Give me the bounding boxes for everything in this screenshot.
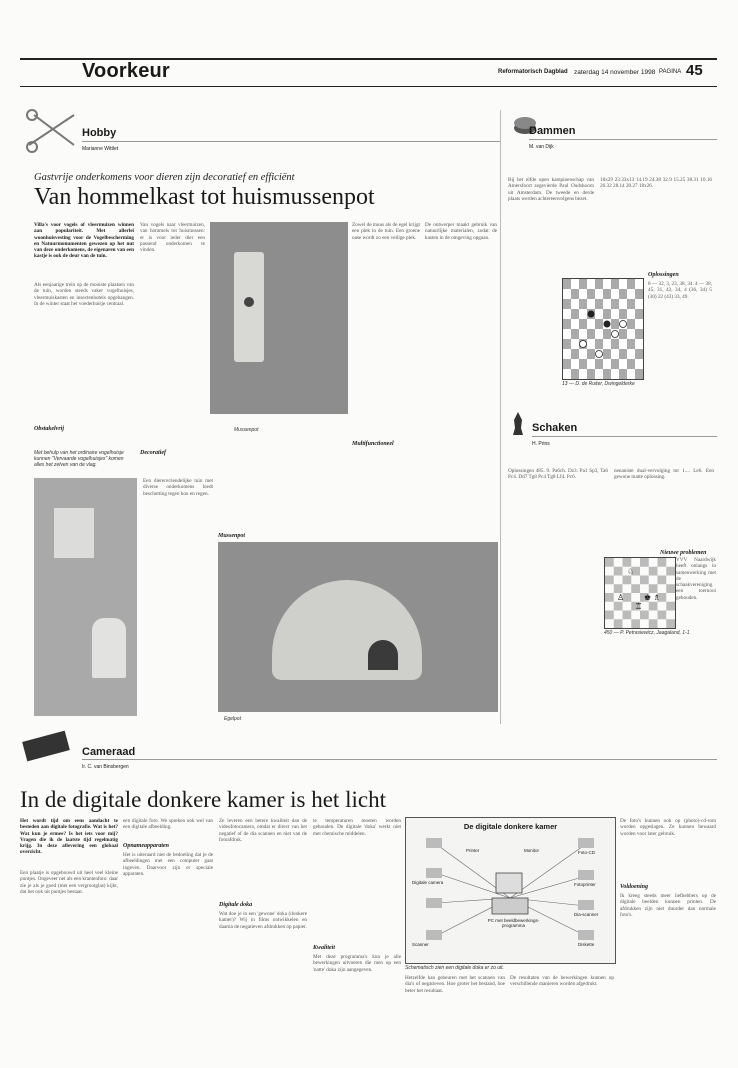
chess-board xyxy=(604,557,676,629)
schaken-author: H. Prins xyxy=(532,441,550,447)
schaken-caption: 450 — P. Petrasiewicz, Jaagaland, 1-1 xyxy=(604,630,690,636)
dammen-rubric: Dammen xyxy=(529,125,576,137)
caption-egelpot: Egelpot xyxy=(224,716,241,722)
draughts-board xyxy=(562,278,644,380)
section-title: Voorkeur xyxy=(82,60,170,82)
diagram-label-scanner: Scanner xyxy=(412,942,429,947)
hobby-caption-left: Met behulp van het ordinaire vogelhuisje kunnen "Vervaarde vogelhuisjes" komen alles het zelven van de vlag. xyxy=(34,450,124,468)
cameraad-lead-text: Het wordt tijd om eens aandacht te besteden aan digitale fotografie. Wat is het? Wat kun je ermee? Is het iets voor mij? Vragen die ik de laatste tijd regelmatig krijg. In deze aflevering een globaal overzicht. xyxy=(20,818,118,856)
schaken-body-3: VVV Naardwijk heeft onlangs in samenwerking met de schaakvereniging een toernooi gehouden. xyxy=(676,557,716,601)
hobby-subhead-mus: Mussenpot xyxy=(218,533,246,539)
cameraad-body-7: Met deze programma's kun je alle bewerkingen uitvoeren die men op een 'natte' doka zijn aangegeven. xyxy=(313,954,401,973)
chess-piece-illustration xyxy=(510,408,526,436)
masthead-name: Reformatorisch Dagblad xyxy=(498,69,568,75)
schaken-rule xyxy=(532,436,717,437)
hobby-body-col2: Van vogels naar vleermuizen, van hommels tot huismussen: er is voor ieder dier een passend onderkomen te vinden. xyxy=(140,222,205,254)
schaken-body-2: nenaniste dual-vervolging tot 1.... Le6. Een gewone matte oplossing. xyxy=(614,468,714,481)
cameraad-body-4: Ze leveren een betere kwaliteit dan de videofotocamera, omdat er direct van het negatief of de dia scannen en niet van de fotoafdruk. xyxy=(219,818,307,843)
header-rule-bottom xyxy=(20,86,717,87)
cameraad-lead xyxy=(20,818,118,856)
cameraad-subhead-opname: Opnameapparaten xyxy=(123,843,170,849)
diagram-title: De digitale donkere kamer xyxy=(463,822,558,831)
page-number: 45 xyxy=(686,62,703,79)
cameraad-body-2: een digitale foto. We spreken ook wel van een digitale afbeelding. xyxy=(123,818,213,831)
photo-egelpot xyxy=(218,542,498,712)
svg-text:♖: ♖ xyxy=(635,602,643,611)
cameraad-headline: In de digitale donkere kamer is het licht xyxy=(20,787,386,812)
dammen-body-2: 18x29 23.33x13 14.19 24.38 32.9 15.25 38.31 10.16 26.32 28.14 20.27 18x26. xyxy=(600,177,712,190)
hobby-rubric: Hobby xyxy=(82,127,117,139)
diagram-label-diskette: Diskette xyxy=(578,942,595,947)
svg-text:♗: ♗ xyxy=(653,593,661,602)
diagram-label-pc: PC met beeldbewerkings-programma xyxy=(487,918,540,928)
hobby-rule xyxy=(82,141,500,142)
hobby-kicker: Gastvrije onderkomens voor dieren zijn decoratief en efficiënt xyxy=(34,172,295,183)
cameraad-body-10: De foto's kunnen ook op (photo)-cd-rom worden opgeslagen. Ze kunnen bewaard worden voor later gebruik. xyxy=(620,818,716,837)
schaken-subhead: Nieuwe problemen xyxy=(660,550,707,556)
diagram-label-diascanner: Dia-scanner xyxy=(574,912,599,917)
schaken-rubric: Schaken xyxy=(532,422,578,434)
diagram-label-fotocd: Foto-CD xyxy=(578,850,596,855)
hobby-subhead-obst: Obstakelvrij xyxy=(34,426,64,432)
chess-grid xyxy=(605,558,675,628)
hobby-subhead-decor: Decoratief xyxy=(140,450,166,456)
dammen-rule xyxy=(529,139,717,140)
birdhouse-2 xyxy=(92,618,126,678)
hobby-body-col1: Als eenjaarige trein op de mooiste plaatsen van de tuin, worden steeds vaker vogelhuisjes, vleermuiskasten en insectenhotels opgehangen. In de winter staat het voederhuisje centraal. xyxy=(34,282,134,307)
diagram-label-fotoprinter: Fotoprinter xyxy=(574,882,596,887)
doka-diagram xyxy=(405,817,616,964)
cameraad-subhead-dig: Digitale doka xyxy=(219,902,253,908)
cameraad-rubric: Cameraad xyxy=(82,746,136,758)
photo-birdhouses xyxy=(34,478,137,716)
cameraad-author: Ir. C. van Binsbergen xyxy=(82,764,129,770)
diagram-label-monitor: Monitor xyxy=(524,848,540,853)
cameraad-body-5: Wat doe je in een 'gewone' doka (donkere kamer)? Wij in films ontwikkelen en daarna de negatieven afdrukken op papier. xyxy=(219,911,307,930)
cameraad-body-1: Een plaatje is opgebouwd uit heel veel kleine puntjes. Ongeveer net als een krantenfoto: daar zie je als je goed (met een vergrootglas) kijkt, dat het ook uit puntjes bestaat. xyxy=(20,870,118,895)
masthead-date: zaterdag 14 november 1998 xyxy=(574,69,656,76)
cameraad-body-3: Het is uiteraard niet de bedoeling dat je de afbeeldingen met een computer gaat ingeven. Daarvoor zijn er speciale apparaten. xyxy=(123,852,213,877)
cameraad-subhead-voldoen: Voldoening xyxy=(620,884,649,890)
hobby-lead xyxy=(34,222,134,260)
cameraad-rule xyxy=(82,759,717,760)
schaken-body-1: Oplossingen 485. 9. Pa6ch. Dz3. Pa1 Sp3, Ta6 Pc4. Dd7 Tg8 Pc4 Tg8 Lf4. Pc6. xyxy=(508,468,608,481)
scissors-illustration xyxy=(24,105,84,155)
dammen-body-1: Bij het elfde open kampioenschap van Amersfoort zegevierde Paul Oudshoorn uit Amsterdam. De tweede en derde plaats werden achtereenvolgens bezet. xyxy=(508,177,594,202)
svg-text:♙: ♙ xyxy=(617,593,625,602)
hobby-body-col4: De ontwerper maakt gebruik van natuurlijke materialen, zodat de kasten in de omgeving opgaan. xyxy=(425,222,497,241)
dammen-author: M. van Dijk xyxy=(529,144,554,150)
hobby-body-col3: Zowel de muus als de egel krijgt een plek in de tuin. Een groene oase wordt zo een veilige plek. xyxy=(352,222,420,241)
draughts-grid xyxy=(563,279,643,379)
cameraad-body-8: Hetzelfde kan gebeuren met het scannen van dia's of negatieven. Hoe groter het bestand, hoe beter het resultaat. xyxy=(405,975,505,994)
column-divider xyxy=(500,110,501,724)
dammen-subhead: Oplossingen xyxy=(648,272,679,278)
birdhouse-1 xyxy=(54,508,94,558)
diagram-label-camera: Digitale camera xyxy=(412,880,444,885)
pot-hole xyxy=(244,297,254,307)
cameraad-subhead-kwal: Kwaliteit xyxy=(313,945,336,951)
hobby-subhead-multi: Multifunctioneel xyxy=(352,441,394,447)
hobby-body-col5: Een dierenvriendelijke tuin met diverse onderkomens biedt beschutting tegen kou en regen. xyxy=(143,478,213,497)
egelpot-dome xyxy=(272,580,422,680)
caption-mussenpot: Mussenpot xyxy=(234,427,259,433)
diagram-caption: Schematisch zien een digitale doka er zo uit. xyxy=(405,965,504,971)
cameraad-body-11: Ik kreeg steeds meer liefhebbers op de digitale beelden kunnen printen. De afdrukken zijn niet duurder dan normale foto's. xyxy=(620,893,716,918)
header-rule-top xyxy=(20,58,717,60)
egelpot-entrance xyxy=(368,640,398,670)
diagram-label-printer: Printer xyxy=(466,848,480,853)
dammen-caption: 13 — D. de Ruiter, Dwingelderke xyxy=(562,381,635,387)
pot-shape xyxy=(234,252,264,362)
cameraad-body-6: te temperaturen moeten worden gehouden. De digitale 'doka' werkt niet met chemische middelen. xyxy=(313,818,401,837)
hobby-author: Marianne Wittlet xyxy=(82,146,119,152)
dammen-body-3: 8 — 32, 3, 23, 38, 34. 4 — 38, 45, 31, 42, 34, 4 (36, 34) 5 (30) 22 (43) 33, 49. xyxy=(648,281,712,300)
photo-mussenpot xyxy=(210,222,348,414)
film-strip-illustration xyxy=(22,728,70,764)
svg-text:♘: ♘ xyxy=(627,567,635,576)
svg-text:♚: ♚ xyxy=(644,593,652,602)
cameraad-body-9: De resultaten van de bewerkingen kunnen op verschillende manieren worden afgedrukt. xyxy=(510,975,614,988)
hobby-lead-text: Villa's voor vogels of vleermuizen winnen aan populariteit. Met allerlei woonhuisvesting voor de Vogelbescherming en Natuurmonumenten gewezen op het nut van deze onderkomens, de eigenaren van een kastje is ook de deur van de tuin. xyxy=(34,222,134,260)
hobby-headline: Van hommelkast tot huismussenpot xyxy=(34,184,375,210)
page-label: PAGINA xyxy=(659,69,682,75)
